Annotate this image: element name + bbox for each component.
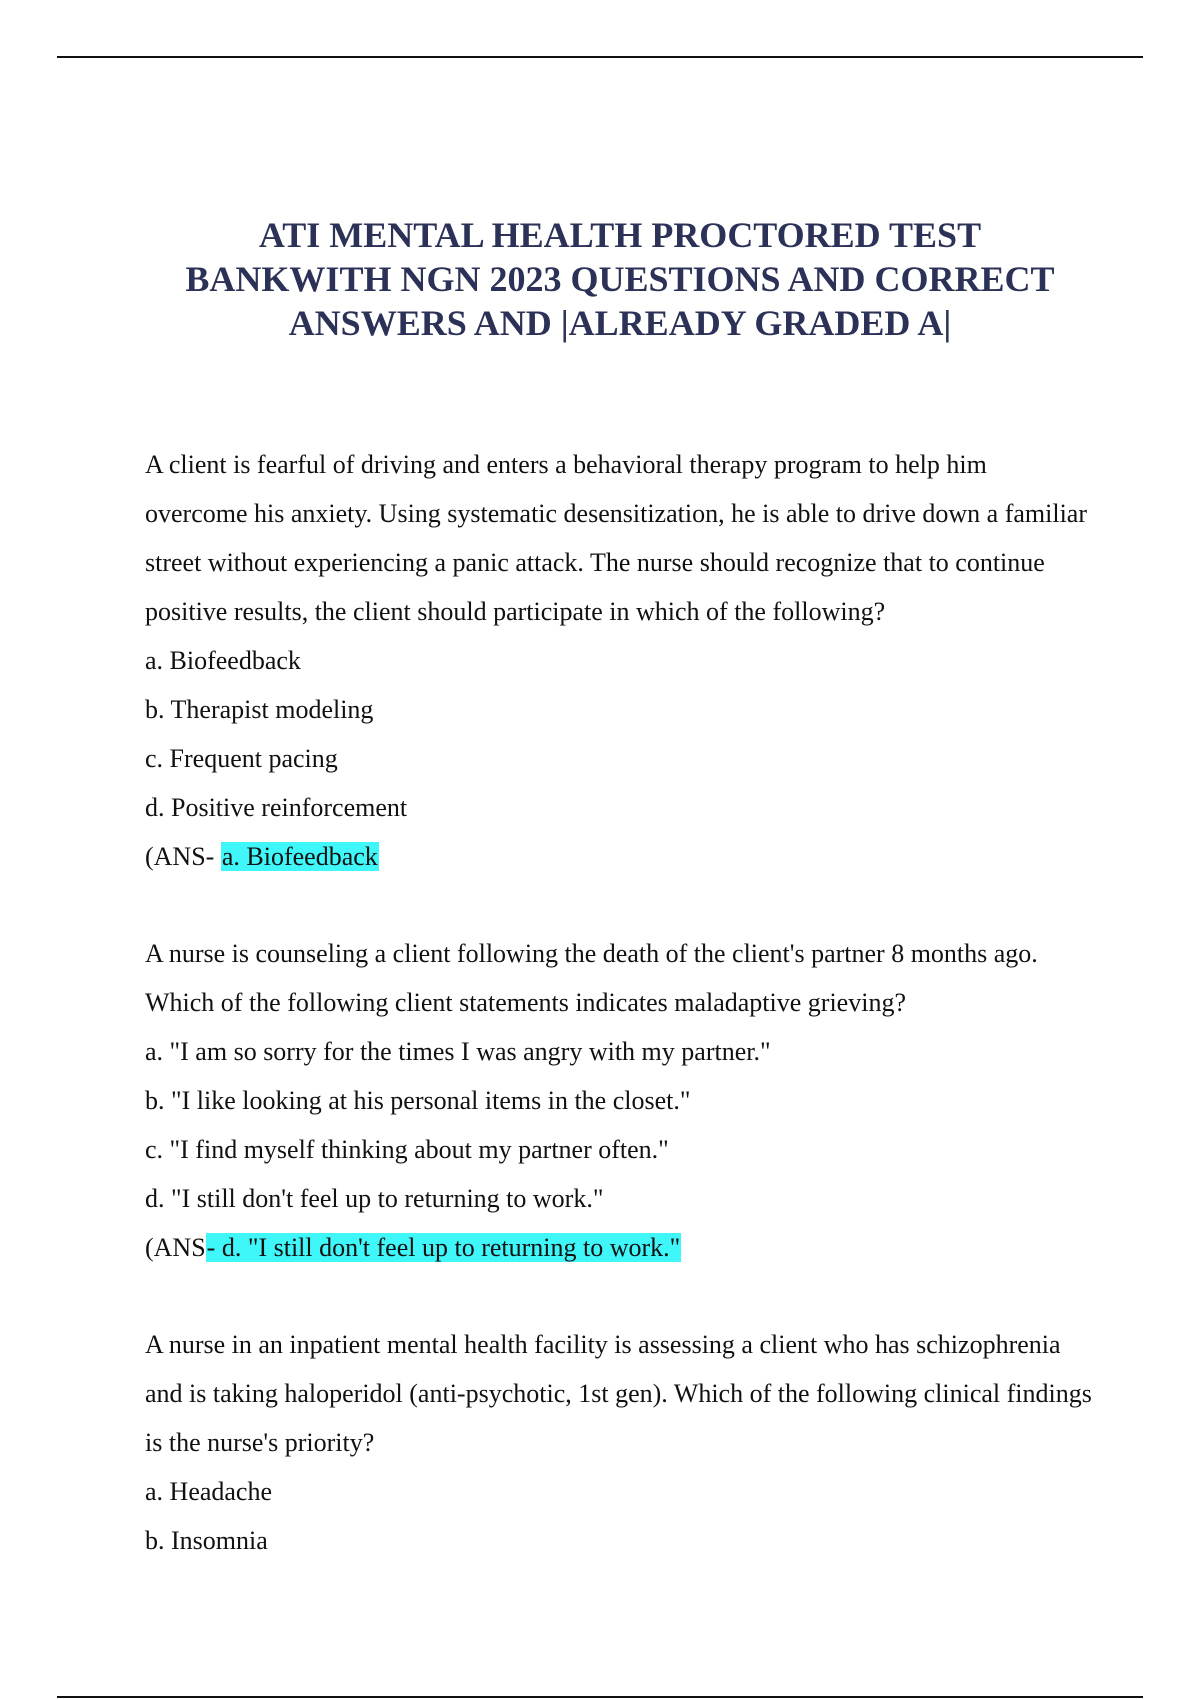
question-2-text: A nurse is counseling a client following the death of the client's partner 8 months ago. Which of the following client statements indicates maladaptive grieving? bbox=[145, 939, 1038, 1017]
question-3 bbox=[145, 1320, 1095, 1565]
title-line-2: BANKWITH NGN 2023 QUESTIONS AND CORRECT bbox=[185, 259, 1055, 299]
question-2-answer-prefix: (ANS bbox=[145, 1233, 206, 1262]
title-line-1: ATI MENTAL HEALTH PROCTORED TEST bbox=[258, 215, 982, 255]
title-line-3: ANSWERS AND |ALREADY GRADED A| bbox=[288, 303, 952, 343]
top-rule bbox=[57, 56, 1143, 58]
question-2-option-a: a. "I am so sorry for the times I was angry with my partner." bbox=[145, 1037, 771, 1066]
question-1-answer-highlight: a. Biofeedback bbox=[221, 842, 378, 871]
question-1-text: A client is fearful of driving and enters a behavioral therapy program to help him overcome his anxiety. Using systematic desensitization, he is able to drive down a familiar street without experiencing a panic attack. The nurse should recognize that to continue positive results, the client should participate in which of the following? bbox=[145, 450, 1088, 626]
question-2-option-c: c. "I find myself thinking about my partner often." bbox=[145, 1135, 669, 1164]
question-3-option-a: a. Headache bbox=[145, 1477, 273, 1506]
question-1-option-a: a. Biofeedback bbox=[145, 646, 301, 675]
question-1-option-b: b. Therapist modeling bbox=[145, 695, 374, 724]
question-list bbox=[145, 440, 1095, 1613]
question-2-answer bbox=[145, 1223, 1095, 1272]
question-2 bbox=[145, 929, 1095, 1272]
question-1-option-c: c. Frequent pacing bbox=[145, 744, 338, 773]
question-2-option-b: b. "I like looking at his personal items in the closet." bbox=[145, 1086, 691, 1115]
question-1-answer bbox=[145, 832, 1095, 881]
question-3-text: A nurse in an inpatient mental health facility is assessing a client who has schizophrenia and is taking haloperidol (anti-psychotic, 1st gen). Which of the following clinical findings is the nurse's priority? bbox=[145, 1330, 1092, 1457]
document-title bbox=[100, 213, 1140, 345]
question-2-answer-highlight: - d. "I still don't feel up to returning to work." bbox=[206, 1233, 681, 1262]
bottom-rule bbox=[57, 1696, 1143, 1698]
question-3-option-b: b. Insomnia bbox=[145, 1526, 268, 1555]
question-1-answer-prefix: (ANS- bbox=[145, 842, 221, 871]
question-1 bbox=[145, 440, 1095, 881]
question-1-option-d: d. Positive reinforcement bbox=[145, 793, 408, 822]
question-2-option-d: d. "I still don't feel up to returning to work." bbox=[145, 1184, 604, 1213]
